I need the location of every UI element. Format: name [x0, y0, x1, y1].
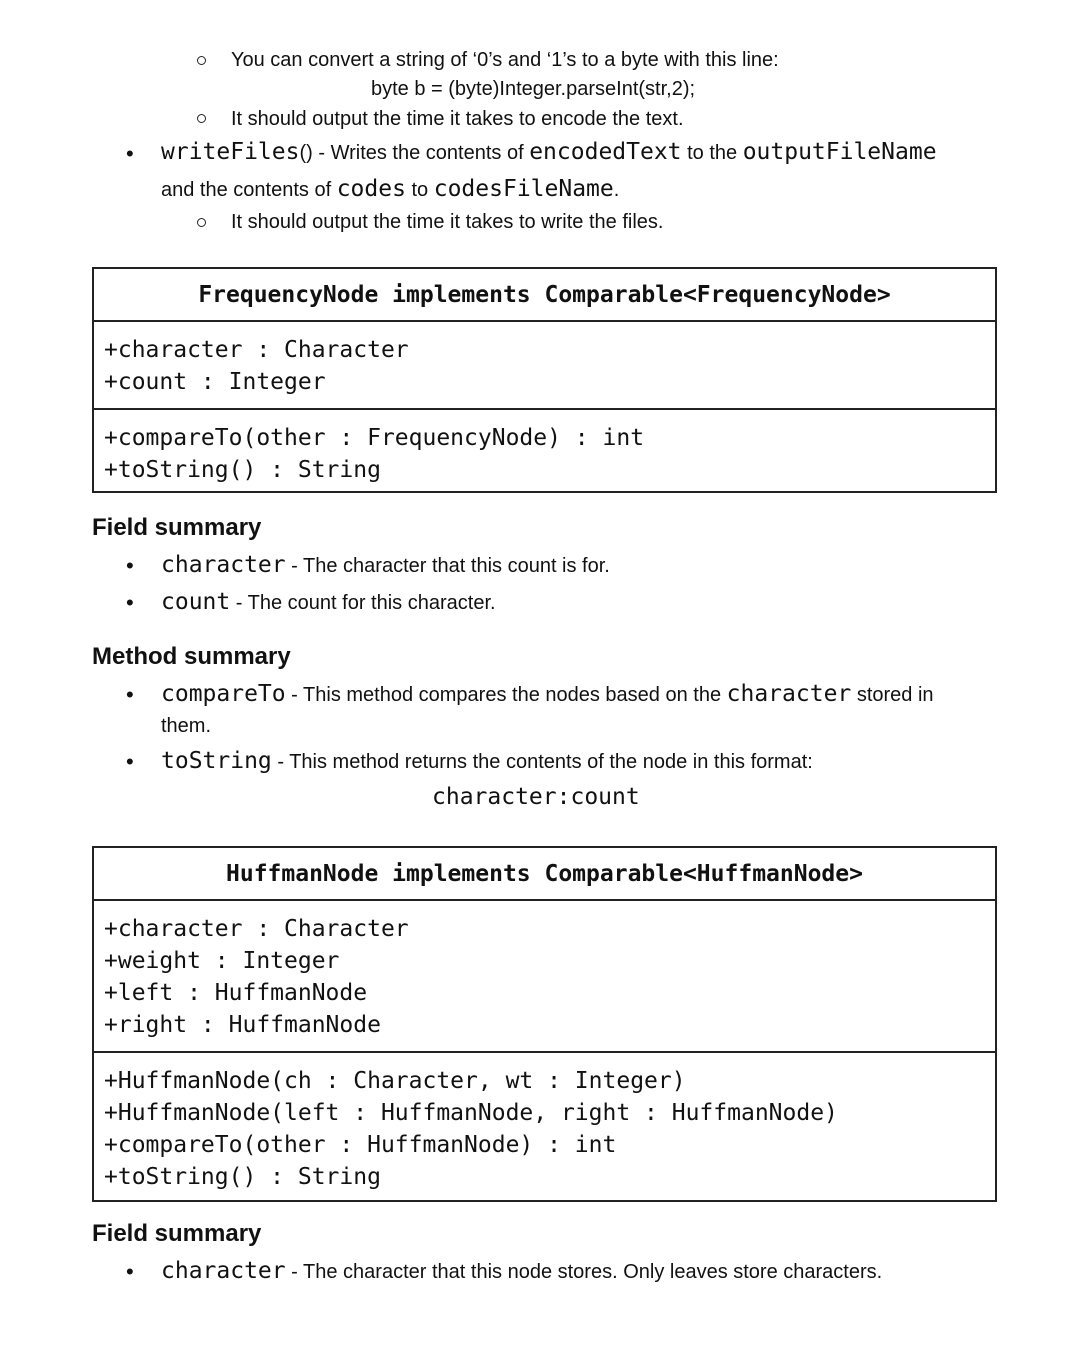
uml-methods: [94, 408, 995, 491]
uml-method: +toString() : String: [104, 457, 381, 483]
section-heading: Method summary: [92, 643, 291, 670]
uml-field: +character : Character: [104, 916, 409, 942]
uml-method: +HuffmanNode(ch : Character, wt : Integer): [104, 1068, 686, 1094]
code-example: byte b = (byte)Integer.parseInt(str,2);: [371, 78, 696, 100]
field-description: character - The character that this node stores. Only leaves store characters.: [161, 1258, 883, 1284]
bullet-marker: •: [126, 749, 134, 774]
uml-method: +compareTo(other : HuffmanNode) : int: [104, 1132, 617, 1158]
format-example: character:count: [432, 784, 640, 810]
section-heading: Field summary: [92, 1220, 262, 1247]
uml-fields: [94, 901, 995, 1051]
write-files-description-cont: and the contents of codes to codesFileName.: [161, 176, 620, 202]
uml-method: +compareTo(other : FrequencyNode) : int: [104, 425, 645, 451]
uml-class-title: HuffmanNode implements Comparable<HuffmanNode>: [94, 848, 995, 901]
bullet-marker: •: [126, 141, 134, 166]
huffman-node-uml: [92, 846, 997, 1202]
field-description: count - The count for this character.: [161, 589, 496, 615]
sub-bullet-marker: [197, 114, 206, 123]
bullet-marker: •: [126, 590, 134, 615]
uml-field: +character : Character: [104, 337, 409, 363]
bullet-marker: •: [126, 553, 134, 578]
uml-field: +weight : Integer: [104, 948, 340, 974]
uml-method: +HuffmanNode(left : HuffmanNode, right : HuffmanNode): [104, 1100, 838, 1126]
bullet-marker: •: [126, 1259, 134, 1284]
sub-bullet-text: It should output the time it takes to encode the text.: [231, 108, 684, 130]
uml-field: +count : Integer: [104, 369, 326, 395]
write-files-description: writeFiles() - Writes the contents of encodedText to the outputFileName: [161, 139, 937, 165]
uml-field: +left : HuffmanNode: [104, 980, 368, 1006]
uml-method: +toString() : String: [104, 1164, 381, 1190]
uml-methods: [94, 1051, 995, 1200]
sub-bullet-marker: [197, 56, 206, 65]
sub-bullet-text: You can convert a string of ‘0’s and ‘1’s to a byte with this line:: [231, 49, 779, 71]
field-description: character - The character that this count is for.: [161, 552, 610, 578]
method-description: compareTo - This method compares the nodes based on the character stored in: [161, 681, 934, 707]
sub-bullet-marker: [197, 218, 206, 227]
bullet-marker: •: [126, 682, 134, 707]
method-description-cont: them.: [161, 715, 212, 737]
method-name: writeFiles: [161, 139, 300, 165]
method-description: toString - This method returns the contents of the node in this format:: [161, 748, 813, 774]
uml-class-title: FrequencyNode implements Comparable<FrequencyNode>: [94, 269, 995, 322]
uml-fields: [94, 322, 995, 408]
uml-field: +right : HuffmanNode: [104, 1012, 381, 1038]
section-heading: Field summary: [92, 514, 262, 541]
frequency-node-uml: [92, 267, 997, 493]
sub-bullet-text: It should output the time it takes to write the files.: [231, 211, 664, 233]
